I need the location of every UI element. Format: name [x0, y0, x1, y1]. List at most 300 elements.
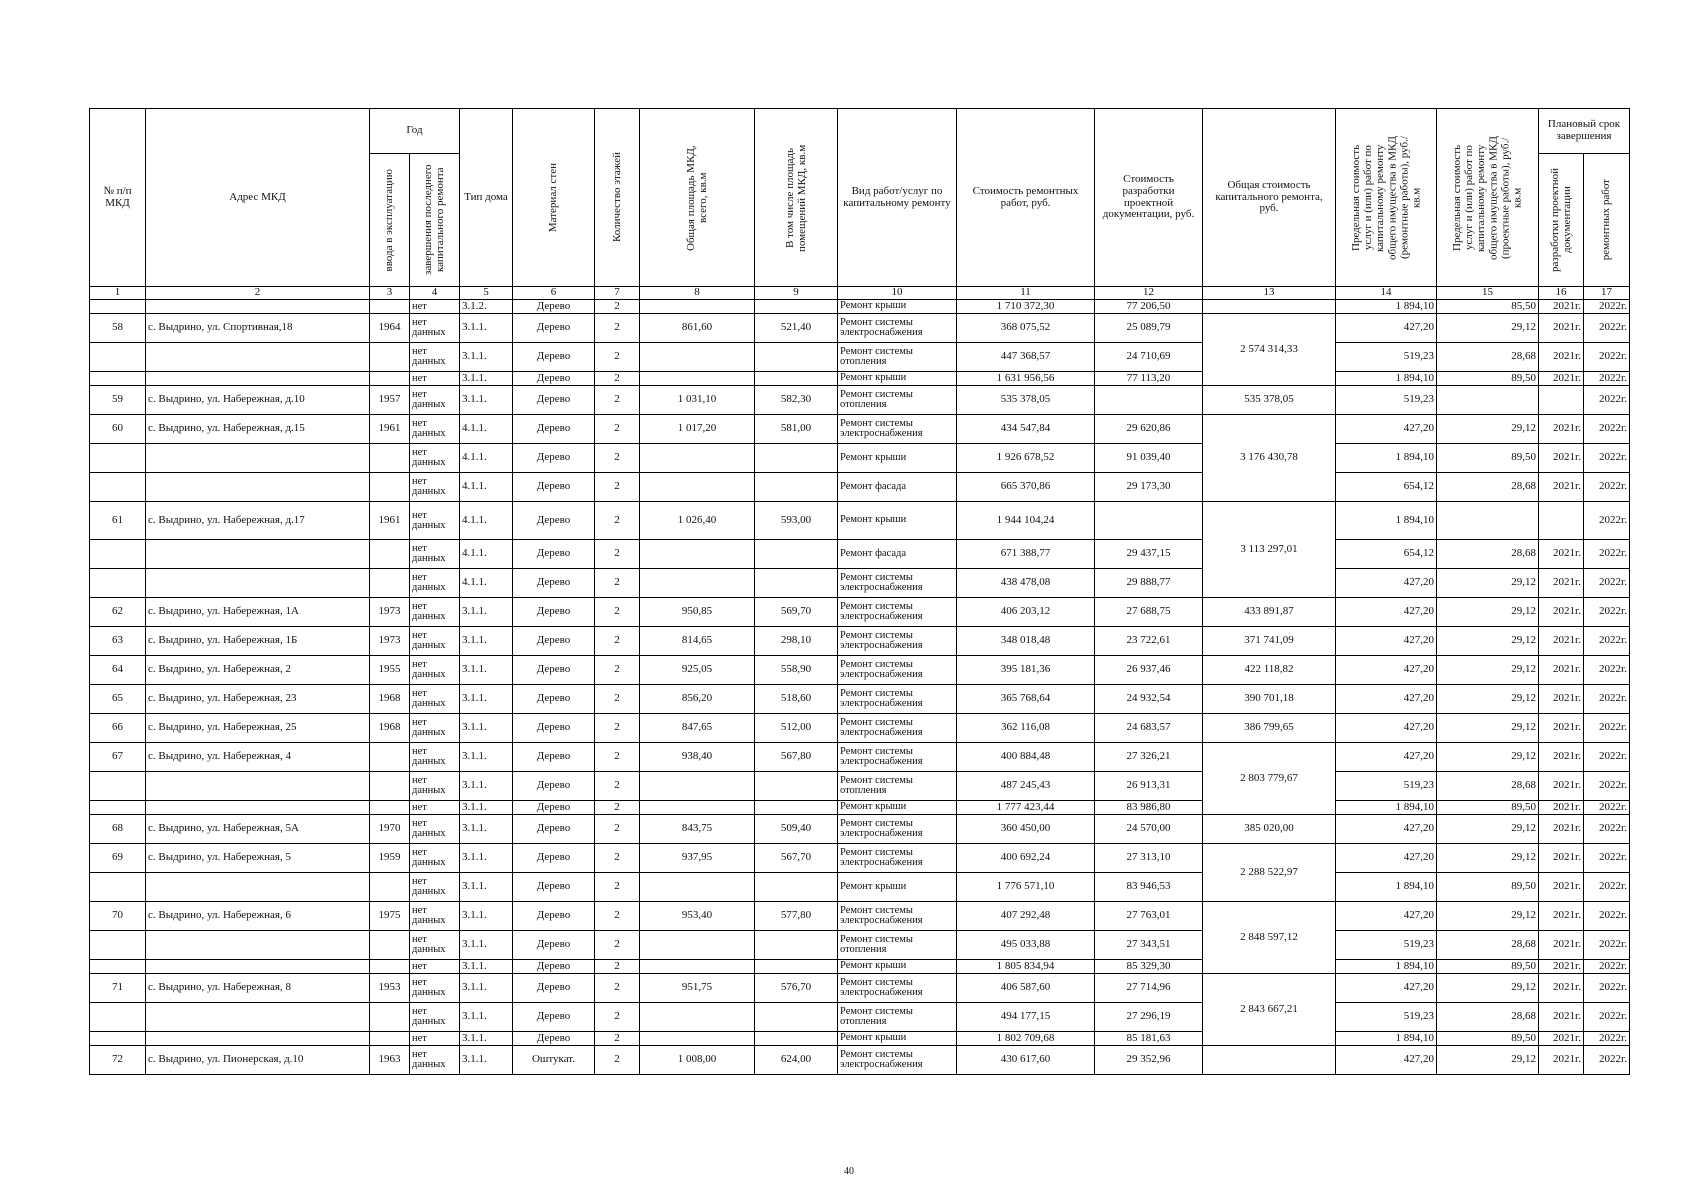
cell-row-number: 63	[90, 627, 146, 656]
cell-house-type: 3.1.1.	[460, 1003, 513, 1032]
cell-floors: 2	[595, 473, 640, 502]
cell-wall-material: Дерево	[513, 343, 595, 372]
cell-house-type: 3.1.2.	[460, 300, 513, 314]
cell-term-design	[1539, 386, 1584, 415]
cell-repair-cost: 1 631 956,56	[957, 372, 1095, 386]
cell-year-commissioning: 1955	[370, 656, 410, 685]
cell-design-cost: 29 620,86	[1095, 415, 1203, 444]
cell-row-number: 58	[90, 314, 146, 343]
cell-wall-material: Дерево	[513, 314, 595, 343]
cell-term-works: 2022г.	[1584, 772, 1630, 801]
cell-floors: 2	[595, 714, 640, 743]
cell-house-type: 3.1.1.	[460, 801, 513, 815]
cell-floors: 2	[595, 444, 640, 473]
cell-address	[146, 343, 370, 372]
header-year-last-repair: завершения последнего капитального ремонта	[410, 154, 460, 287]
cell-limit-repair: 1 894,10	[1336, 960, 1437, 974]
cell-year-last-repair: нет данных	[410, 743, 460, 772]
cell-total-cost: 3 176 430,78	[1203, 415, 1336, 502]
header-wall-material: Материал стен	[513, 109, 595, 287]
cell-total-cost: 422 118,82	[1203, 656, 1336, 685]
cell-limit-repair: 1 894,10	[1336, 801, 1437, 815]
cell-total-area: 1 026,40	[640, 502, 755, 540]
cell-premises-area	[755, 540, 838, 569]
cell-floors: 2	[595, 743, 640, 772]
cell-floors: 2	[595, 844, 640, 873]
cell-premises-area: 582,30	[755, 386, 838, 415]
cell-repair-cost: 494 177,15	[957, 1003, 1095, 1032]
cell-limit-repair: 427,20	[1336, 627, 1437, 656]
cell-term-design: 2021г.	[1539, 569, 1584, 598]
cell-year-last-repair: нет данных	[410, 627, 460, 656]
header-number: № п/п МКД	[90, 109, 146, 287]
cell-work-type: Ремонт системы электроснабжения	[838, 815, 957, 844]
table-row	[90, 502, 1630, 540]
cell-year-commissioning: 1961	[370, 502, 410, 540]
cell-address: с. Выдрино, ул. Набережная, 5А	[146, 815, 370, 844]
cell-premises-area: 298,10	[755, 627, 838, 656]
cell-term-design: 2021г.	[1539, 540, 1584, 569]
cell-year-commissioning: 1957	[370, 386, 410, 415]
cell-row-number: 64	[90, 656, 146, 685]
cell-design-cost: 91 039,40	[1095, 444, 1203, 473]
cell-total-area: 951,75	[640, 974, 755, 1003]
table-row	[90, 714, 1630, 743]
cell-repair-cost: 1 776 571,10	[957, 873, 1095, 902]
cell-limit-design: 89,50	[1437, 1032, 1539, 1046]
cell-wall-material: Дерево	[513, 873, 595, 902]
cell-total-cost: 2 843 667,21	[1203, 974, 1336, 1046]
cell-design-cost: 27 688,75	[1095, 598, 1203, 627]
page-number: 40	[844, 1166, 854, 1177]
header-repair-cost: Стоимость ремонтных работ, руб.	[957, 109, 1095, 287]
cell-total-area: 847,65	[640, 714, 755, 743]
table-row	[90, 1046, 1630, 1075]
cell-term-design: 2021г.	[1539, 801, 1584, 815]
column-number: 8	[640, 287, 755, 300]
cell-year-commissioning: 1973	[370, 627, 410, 656]
cell-work-type: Ремонт системы электроснабжения	[838, 569, 957, 598]
cell-limit-repair: 654,12	[1336, 540, 1437, 569]
cell-year-last-repair: нет данных	[410, 343, 460, 372]
cell-repair-cost: 495 033,88	[957, 931, 1095, 960]
cell-house-type: 3.1.1.	[460, 656, 513, 685]
cell-premises-area	[755, 1032, 838, 1046]
cell-year-commissioning	[370, 372, 410, 386]
cell-floors: 2	[595, 540, 640, 569]
table-row	[90, 386, 1630, 415]
cell-year-last-repair: нет данных	[410, 974, 460, 1003]
cell-term-works: 2022г.	[1584, 415, 1630, 444]
cell-house-type: 3.1.1.	[460, 714, 513, 743]
cell-total-area: 1 031,10	[640, 386, 755, 415]
cell-term-design	[1539, 502, 1584, 540]
cell-work-type: Ремонт системы электроснабжения	[838, 656, 957, 685]
cell-floors: 2	[595, 772, 640, 801]
cell-premises-area: 558,90	[755, 656, 838, 685]
cell-term-works: 2022г.	[1584, 1003, 1630, 1032]
cell-term-works: 2022г.	[1584, 1046, 1630, 1075]
cell-year-last-repair: нет данных	[410, 1046, 460, 1075]
cell-total-area	[640, 1032, 755, 1046]
cell-limit-repair: 427,20	[1336, 569, 1437, 598]
cell-limit-design: 29,12	[1437, 1046, 1539, 1075]
cell-row-number: 65	[90, 685, 146, 714]
cell-year-commissioning: 1963	[370, 1046, 410, 1075]
cell-term-works: 2022г.	[1584, 685, 1630, 714]
cell-year-last-repair: нет	[410, 300, 460, 314]
cell-wall-material: Дерево	[513, 974, 595, 1003]
cell-limit-repair: 519,23	[1336, 772, 1437, 801]
cell-repair-cost: 362 116,08	[957, 714, 1095, 743]
header-house-type: Тип дома	[460, 109, 513, 287]
column-number: 14	[1336, 287, 1437, 300]
table-body	[90, 300, 1630, 1075]
cell-house-type: 3.1.1.	[460, 931, 513, 960]
cell-floors: 2	[595, 656, 640, 685]
cell-work-type: Ремонт системы электроснабжения	[838, 598, 957, 627]
cell-repair-cost: 1 926 678,52	[957, 444, 1095, 473]
cell-total-area: 843,75	[640, 815, 755, 844]
cell-wall-material: Дерево	[513, 540, 595, 569]
cell-address: с. Выдрино, ул. Набережная, 8	[146, 974, 370, 1003]
cell-work-type: Ремонт системы электроснабжения	[838, 902, 957, 931]
cell-design-cost: 83 986,80	[1095, 801, 1203, 815]
cell-total-area	[640, 772, 755, 801]
cell-row-number: 72	[90, 1046, 146, 1075]
header-total-area: Общая площадь МКД, всего, кв.м	[640, 109, 755, 287]
cell-design-cost: 29 437,15	[1095, 540, 1203, 569]
table-row	[90, 627, 1630, 656]
cell-term-design: 2021г.	[1539, 314, 1584, 343]
cell-address	[146, 960, 370, 974]
cell-floors: 2	[595, 627, 640, 656]
cell-total-cost: 2 803 779,67	[1203, 743, 1336, 815]
cell-year-commissioning: 1964	[370, 314, 410, 343]
header-premises-area: В том числе площадь помещений МКД, кв.м	[755, 109, 838, 287]
cell-floors: 2	[595, 598, 640, 627]
cell-row-number: 66	[90, 714, 146, 743]
cell-wall-material: Дерево	[513, 569, 595, 598]
cell-year-last-repair: нет	[410, 372, 460, 386]
cell-term-design: 2021г.	[1539, 960, 1584, 974]
cell-limit-design: 29,12	[1437, 902, 1539, 931]
cell-year-last-repair: нет данных	[410, 685, 460, 714]
cell-limit-repair: 1 894,10	[1336, 444, 1437, 473]
cell-address: с. Выдрино, ул. Набережная, 4	[146, 743, 370, 772]
cell-house-type: 4.1.1.	[460, 415, 513, 444]
cell-term-design: 2021г.	[1539, 372, 1584, 386]
cell-term-design: 2021г.	[1539, 931, 1584, 960]
cell-work-type: Ремонт системы отопления	[838, 1003, 957, 1032]
cell-repair-cost: 535 378,05	[957, 386, 1095, 415]
cell-house-type: 3.1.1.	[460, 598, 513, 627]
cell-year-last-repair: нет данных	[410, 314, 460, 343]
cell-year-commissioning	[370, 343, 410, 372]
cell-wall-material: Дерево	[513, 386, 595, 415]
cell-house-type: 3.1.1.	[460, 873, 513, 902]
cell-work-type: Ремонт системы электроснабжения	[838, 1046, 957, 1075]
cell-row-number: 70	[90, 902, 146, 931]
cell-premises-area	[755, 343, 838, 372]
cell-total-cost: 385 020,00	[1203, 815, 1336, 844]
column-number: 1	[90, 287, 146, 300]
cell-floors: 2	[595, 300, 640, 314]
cell-repair-cost: 430 617,60	[957, 1046, 1095, 1075]
cell-premises-area	[755, 473, 838, 502]
cell-premises-area	[755, 300, 838, 314]
cell-limit-design: 85,50	[1437, 300, 1539, 314]
cell-house-type: 3.1.1.	[460, 314, 513, 343]
cell-row-number: 71	[90, 974, 146, 1003]
cell-work-type: Ремонт системы отопления	[838, 343, 957, 372]
cell-term-works: 2022г.	[1584, 815, 1630, 844]
cell-repair-cost: 406 203,12	[957, 598, 1095, 627]
cell-limit-design: 29,12	[1437, 569, 1539, 598]
cell-wall-material: Оштукат.	[513, 1046, 595, 1075]
column-number: 15	[1437, 287, 1539, 300]
table-row	[90, 1032, 1630, 1046]
cell-address	[146, 372, 370, 386]
cell-term-works: 2022г.	[1584, 902, 1630, 931]
header-term-works: ремонтных работ	[1584, 154, 1630, 287]
cell-floors: 2	[595, 960, 640, 974]
cell-wall-material: Дерево	[513, 815, 595, 844]
cell-term-design: 2021г.	[1539, 656, 1584, 685]
cell-term-design: 2021г.	[1539, 444, 1584, 473]
cell-address: с. Выдрино, ул. Набережная, 23	[146, 685, 370, 714]
cell-total-cost	[1203, 1046, 1336, 1075]
cell-design-cost: 29 352,96	[1095, 1046, 1203, 1075]
header-planned-term: Плановый срок завершения	[1539, 109, 1630, 154]
cell-term-design: 2021г.	[1539, 1003, 1584, 1032]
cell-floors: 2	[595, 314, 640, 343]
cell-year-last-repair: нет данных	[410, 902, 460, 931]
cell-year-commissioning: 1973	[370, 598, 410, 627]
cell-total-cost: 433 891,87	[1203, 598, 1336, 627]
cell-premises-area	[755, 801, 838, 815]
cell-year-commissioning: 1968	[370, 685, 410, 714]
cell-term-design: 2021г.	[1539, 902, 1584, 931]
cell-work-type: Ремонт системы электроснабжения	[838, 415, 957, 444]
header-floors: Количество этажей	[595, 109, 640, 287]
cell-premises-area	[755, 444, 838, 473]
cell-total-area	[640, 801, 755, 815]
cell-row-number	[90, 772, 146, 801]
cell-floors: 2	[595, 372, 640, 386]
cell-repair-cost: 438 478,08	[957, 569, 1095, 598]
cell-limit-design: 29,12	[1437, 815, 1539, 844]
cell-design-cost: 27 763,01	[1095, 902, 1203, 931]
cell-year-last-repair: нет данных	[410, 844, 460, 873]
cell-address: с. Выдрино, ул. Набережная, 1А	[146, 598, 370, 627]
cell-work-type: Ремонт системы электроснабжения	[838, 714, 957, 743]
cell-address: с. Выдрино, ул. Набережная, 25	[146, 714, 370, 743]
table-row	[90, 656, 1630, 685]
cell-limit-repair: 427,20	[1336, 598, 1437, 627]
cell-repair-cost: 365 768,64	[957, 685, 1095, 714]
cell-limit-repair: 427,20	[1336, 314, 1437, 343]
table-row	[90, 444, 1630, 473]
table-row	[90, 902, 1630, 931]
cell-design-cost: 77 206,50	[1095, 300, 1203, 314]
cell-term-works: 2022г.	[1584, 960, 1630, 974]
column-number: 2	[146, 287, 370, 300]
cell-term-design: 2021г.	[1539, 714, 1584, 743]
header-year: Год	[370, 109, 460, 154]
cell-total-area	[640, 1003, 755, 1032]
cell-row-number	[90, 873, 146, 902]
cell-limit-design: 29,12	[1437, 627, 1539, 656]
cell-wall-material: Дерево	[513, 300, 595, 314]
cell-term-design: 2021г.	[1539, 873, 1584, 902]
cell-wall-material: Дерево	[513, 598, 595, 627]
cell-repair-cost: 671 388,77	[957, 540, 1095, 569]
header-design-cost: Стоимость разработки проектной документации, руб.	[1095, 109, 1203, 287]
cell-repair-cost: 348 018,48	[957, 627, 1095, 656]
cell-row-number: 59	[90, 386, 146, 415]
header-limit-repair: Предельная стоимость услуг и (или) работ по капитальному ремонту общего имущества в МКД (ремонтные работы), руб./кв.м	[1336, 109, 1437, 287]
cell-term-works: 2022г.	[1584, 627, 1630, 656]
cell-year-last-repair: нет данных	[410, 569, 460, 598]
cell-year-commissioning	[370, 960, 410, 974]
cell-house-type: 4.1.1.	[460, 473, 513, 502]
table-row	[90, 960, 1630, 974]
cell-house-type: 3.1.1.	[460, 772, 513, 801]
cell-term-works: 2022г.	[1584, 372, 1630, 386]
cell-total-cost: 3 113 297,01	[1203, 502, 1336, 598]
column-number: 16	[1539, 287, 1584, 300]
cell-house-type: 3.1.1.	[460, 372, 513, 386]
cell-limit-repair: 654,12	[1336, 473, 1437, 502]
cell-house-type: 3.1.1.	[460, 974, 513, 1003]
cell-year-last-repair: нет данных	[410, 386, 460, 415]
cell-repair-cost: 1 710 372,30	[957, 300, 1095, 314]
cell-total-cost: 386 799,65	[1203, 714, 1336, 743]
cell-work-type: Ремонт крыши	[838, 372, 957, 386]
cell-design-cost: 24 710,69	[1095, 343, 1203, 372]
cell-premises-area	[755, 873, 838, 902]
cell-design-cost: 85 329,30	[1095, 960, 1203, 974]
cell-design-cost	[1095, 386, 1203, 415]
cell-house-type: 3.1.1.	[460, 844, 513, 873]
cell-wall-material: Дерево	[513, 931, 595, 960]
cell-year-commissioning	[370, 540, 410, 569]
cell-total-cost	[1203, 300, 1336, 314]
cell-total-area	[640, 960, 755, 974]
table-row	[90, 540, 1630, 569]
cell-address: с. Выдрино, ул. Спортивная,18	[146, 314, 370, 343]
header-work-type: Вид работ/услуг по капитальному ремонту	[838, 109, 957, 287]
cell-limit-design: 89,50	[1437, 372, 1539, 386]
cell-premises-area	[755, 931, 838, 960]
cell-repair-cost: 665 370,86	[957, 473, 1095, 502]
cell-wall-material: Дерево	[513, 415, 595, 444]
cell-limit-design	[1437, 386, 1539, 415]
cell-premises-area	[755, 960, 838, 974]
cell-total-cost: 2 848 597,12	[1203, 902, 1336, 974]
cell-limit-design: 29,12	[1437, 598, 1539, 627]
cell-total-area: 938,40	[640, 743, 755, 772]
cell-term-design: 2021г.	[1539, 844, 1584, 873]
cell-address	[146, 801, 370, 815]
table-row	[90, 844, 1630, 873]
header-year-commissioning: ввода в эксплуатацию	[370, 154, 410, 287]
table-row	[90, 372, 1630, 386]
cell-design-cost: 23 722,61	[1095, 627, 1203, 656]
cell-design-cost: 29 888,77	[1095, 569, 1203, 598]
cell-limit-repair: 1 894,10	[1336, 372, 1437, 386]
cell-premises-area: 509,40	[755, 815, 838, 844]
cell-limit-repair: 1 894,10	[1336, 873, 1437, 902]
cell-work-type: Ремонт крыши	[838, 300, 957, 314]
cell-year-last-repair: нет данных	[410, 815, 460, 844]
cell-year-commissioning: 1961	[370, 415, 410, 444]
cell-row-number	[90, 1003, 146, 1032]
table-row	[90, 931, 1630, 960]
cell-term-works: 2022г.	[1584, 300, 1630, 314]
cell-row-number	[90, 372, 146, 386]
table-row	[90, 598, 1630, 627]
cell-floors: 2	[595, 386, 640, 415]
cell-house-type: 4.1.1.	[460, 540, 513, 569]
table-row	[90, 343, 1630, 372]
cell-year-last-repair: нет данных	[410, 444, 460, 473]
cell-design-cost: 27 296,19	[1095, 1003, 1203, 1032]
cell-repair-cost: 360 450,00	[957, 815, 1095, 844]
cell-premises-area: 593,00	[755, 502, 838, 540]
cell-term-works: 2022г.	[1584, 844, 1630, 873]
cell-row-number	[90, 343, 146, 372]
cell-design-cost: 27 714,96	[1095, 974, 1203, 1003]
column-number: 3	[370, 287, 410, 300]
cell-limit-design: 89,50	[1437, 801, 1539, 815]
cell-term-design: 2021г.	[1539, 415, 1584, 444]
cell-limit-repair: 427,20	[1336, 974, 1437, 1003]
cell-floors: 2	[595, 1003, 640, 1032]
cell-row-number	[90, 1032, 146, 1046]
cell-term-design: 2021г.	[1539, 473, 1584, 502]
cell-premises-area	[755, 772, 838, 801]
cell-design-cost: 27 326,21	[1095, 743, 1203, 772]
cell-floors: 2	[595, 902, 640, 931]
column-numbers-row	[90, 287, 1630, 300]
cell-premises-area: 567,80	[755, 743, 838, 772]
cell-premises-area: 567,70	[755, 844, 838, 873]
cell-term-design: 2021г.	[1539, 685, 1584, 714]
cell-repair-cost: 487 245,43	[957, 772, 1095, 801]
cell-wall-material: Дерево	[513, 627, 595, 656]
cell-term-design: 2021г.	[1539, 598, 1584, 627]
cell-limit-design: 29,12	[1437, 844, 1539, 873]
cell-repair-cost: 1 777 423,44	[957, 801, 1095, 815]
cell-floors: 2	[595, 815, 640, 844]
cell-limit-design: 29,12	[1437, 415, 1539, 444]
cell-design-cost: 24 570,00	[1095, 815, 1203, 844]
cell-wall-material: Дерево	[513, 1032, 595, 1046]
header-total-cost: Общая стоимость капитального ремонта, руб.	[1203, 109, 1336, 287]
cell-wall-material: Дерево	[513, 372, 595, 386]
cell-year-last-repair: нет данных	[410, 540, 460, 569]
table-row	[90, 974, 1630, 1003]
cell-address	[146, 1003, 370, 1032]
cell-total-area: 861,60	[640, 314, 755, 343]
cell-limit-design: 89,50	[1437, 444, 1539, 473]
cell-year-commissioning	[370, 1003, 410, 1032]
cell-limit-design: 29,12	[1437, 685, 1539, 714]
cell-limit-repair: 519,23	[1336, 931, 1437, 960]
cell-year-commissioning: 1968	[370, 714, 410, 743]
